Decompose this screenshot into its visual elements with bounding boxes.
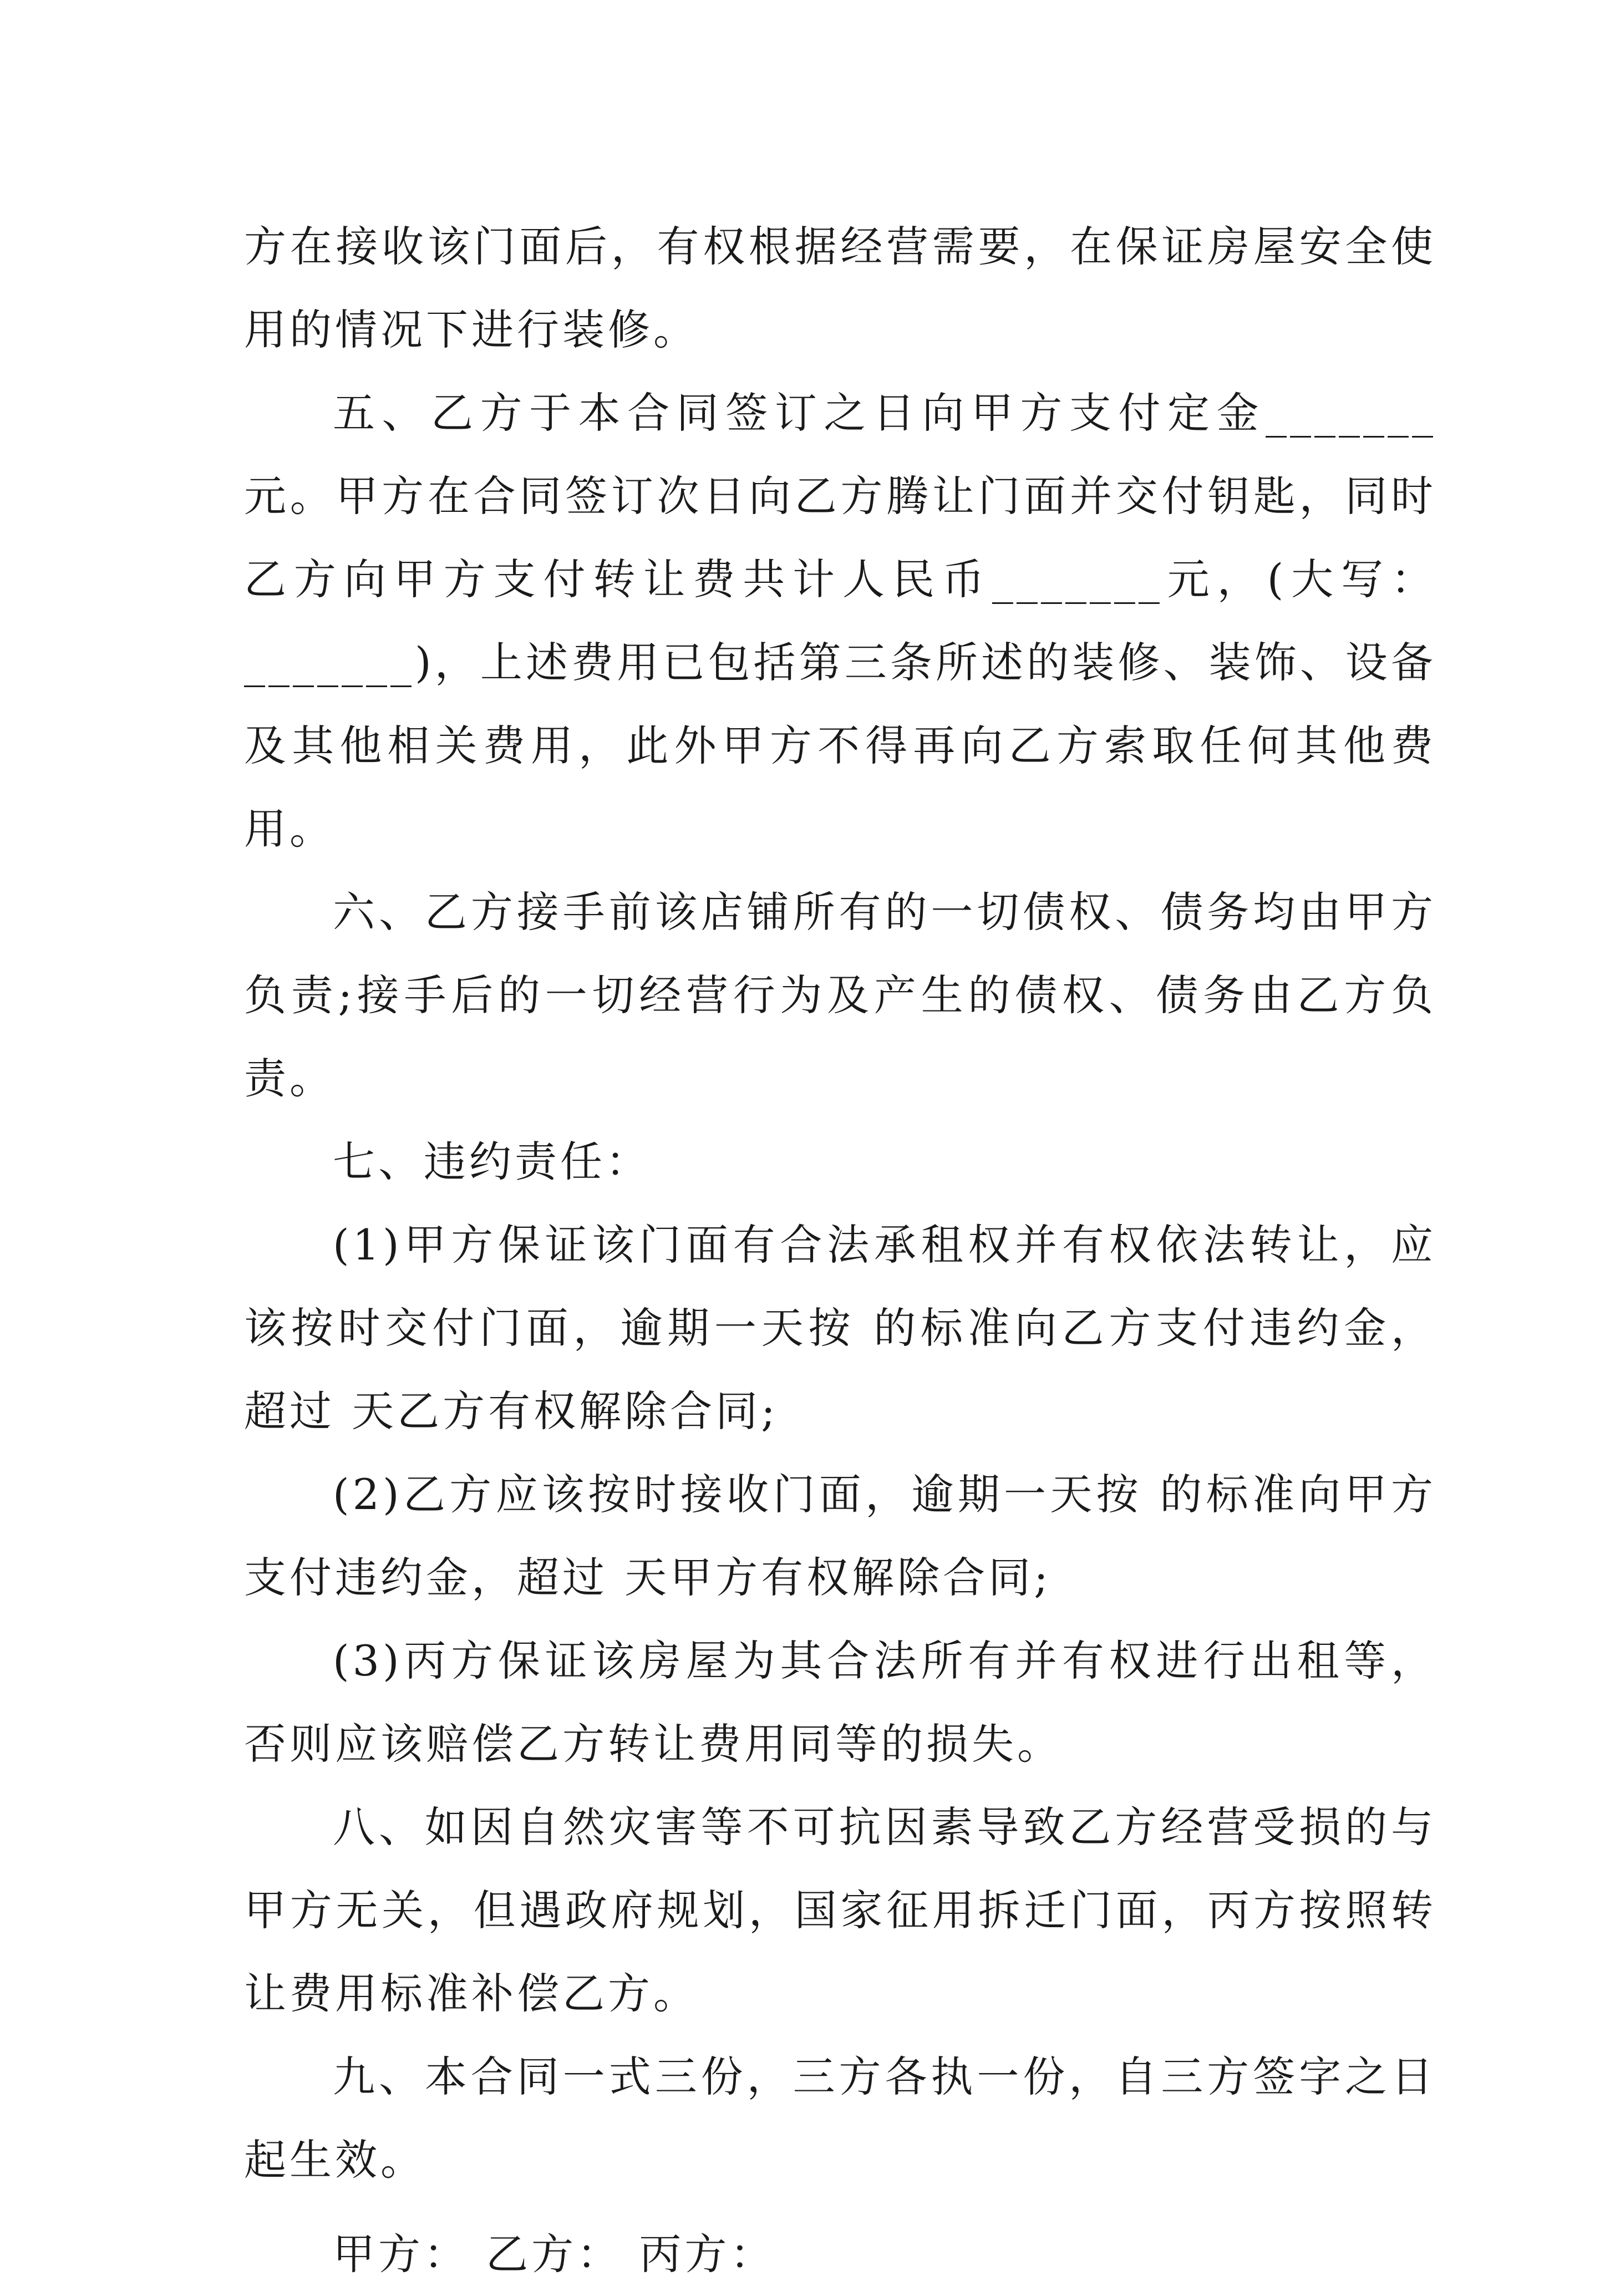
paragraph-clause-7-item-3: (3)丙方保证该房屋为其合法所有并有权进行出租等，否则应该赔偿乙方转让费用同等的损失。 bbox=[244, 1636, 1436, 1769]
signature-line bbox=[244, 2213, 1436, 2296]
paragraph-clause-5-payment: 五、乙方于本合同签订之日向甲方支付定金_______元。甲方在合同签订次日向乙方腾让门面并交付钥匙，同时乙方向甲方支付转让费共计人民币_______元，(大写：_______)，上述费用已包括第三条所述的装修、装饰、设备及其他相关费用，此外甲方不得再向乙方索取任何其他费用。 bbox=[244, 388, 1436, 854]
signature-party-c: 丙方： bbox=[639, 2229, 776, 2279]
paragraph-renovation: 方在接收该门面后，有权根据经营需要，在保证房屋安全使用的情况下进行装修。 bbox=[244, 222, 1436, 354]
document-body bbox=[244, 205, 1436, 2296]
signature-party-b: 乙方： bbox=[486, 2229, 623, 2279]
paragraph-clause-8-force-majeure: 八、如因自然灾害等不可抗因素导致乙方经营受损的与甲方无关，但遇政府规划，国家征用拆迁门面，丙方按照转让费用标准补偿乙方。 bbox=[244, 1802, 1436, 2018]
paragraph-clause-7-item-2: (2)乙方应该按时接收门面，逾期一天按 的标准向甲方支付违约金，超过 天甲方有权解除合同; bbox=[244, 1470, 1436, 1602]
paragraph-clause-7-item-1: (1)甲方保证该门面有合法承租权并有权依法转让，应该按时交付门面，逾期一天按 的标准向乙方支付违约金，超过 天乙方有权解除合同; bbox=[244, 1220, 1436, 1436]
paragraph-clause-6-debts: 六、乙方接手前该店铺所有的一切债权、债务均由甲方负责;接手后的一切经营行为及产生的债权、债务由乙方负责。 bbox=[244, 887, 1436, 1103]
signature-party-a: 甲方： bbox=[333, 2229, 469, 2279]
paragraph-clause-9-effect: 九、本合同一式三份，三方各执一份，自三方签字之日起生效。 bbox=[244, 2052, 1436, 2185]
paragraph-clause-7-heading: 七、违约责任： bbox=[333, 1137, 651, 1186]
